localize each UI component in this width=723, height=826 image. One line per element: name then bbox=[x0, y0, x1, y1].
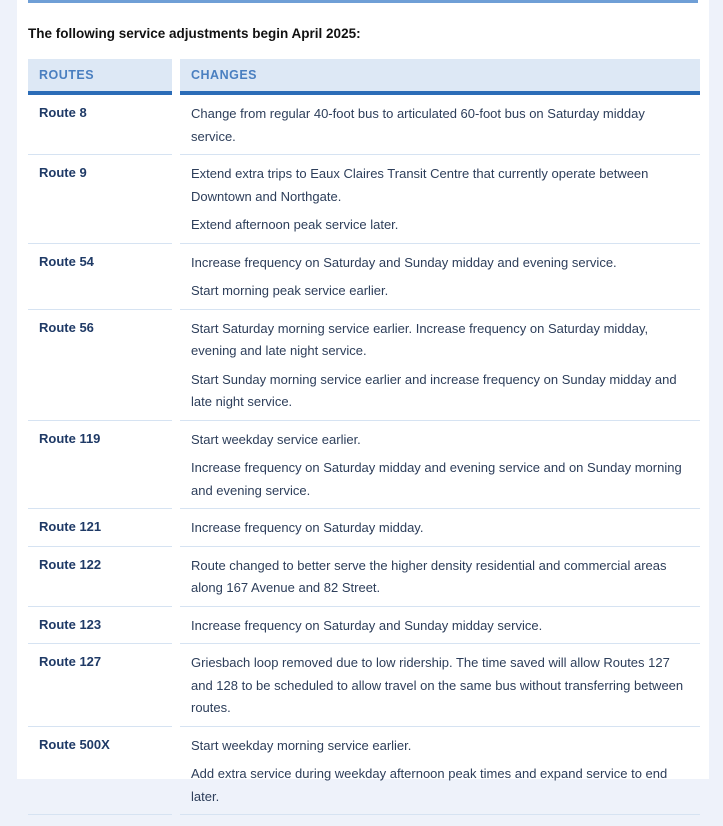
table-row bbox=[28, 509, 700, 547]
change-text: Change from regular 40-foot bus to articulated 60-foot bus on Saturday midday service. bbox=[191, 106, 645, 144]
table-row bbox=[28, 644, 700, 727]
route-name: Route 500X bbox=[28, 727, 172, 816]
route-name: Route 9 bbox=[28, 155, 172, 244]
change-text: Start Sunday morning service earlier and increase frequency on Sunday midday and late night service. bbox=[191, 371, 677, 409]
change-text: Add extra service during weekday afternoon peak times and expand service to end later. bbox=[191, 766, 668, 804]
change-text: Start weekday service earlier. bbox=[191, 431, 361, 447]
route-changes bbox=[180, 509, 700, 547]
route-changes bbox=[180, 95, 700, 155]
change-text: Extend extra trips to Eaux Claires Transit Centre that currently operate between Downtown and Northgate. bbox=[191, 166, 649, 204]
route-changes bbox=[180, 155, 700, 244]
table-row bbox=[28, 244, 700, 310]
change-text: Increase frequency on Saturday midday. bbox=[191, 520, 424, 535]
table-row bbox=[28, 547, 700, 607]
table-row bbox=[28, 155, 700, 244]
route-changes bbox=[180, 421, 700, 510]
change-text: Extend afternoon peak service later. bbox=[191, 217, 399, 232]
route-changes bbox=[180, 547, 700, 607]
route-changes bbox=[180, 644, 700, 727]
change-text: Increase frequency on Saturday midday and evening service and on Sunday morning and evening service. bbox=[191, 460, 682, 498]
header-changes: CHANGES bbox=[180, 59, 700, 95]
change-text: Griesbach loop removed due to low ridership. The time saved will allow Routes 127 and 128 to be scheduled to allow travel on the same bus without transferring between routes. bbox=[191, 655, 684, 715]
route-name: Route 8 bbox=[28, 95, 172, 155]
table-row bbox=[28, 95, 700, 155]
table-row bbox=[28, 607, 700, 645]
route-name: Route 56 bbox=[28, 310, 172, 421]
change-text: Route changed to better serve the higher density residential and commercial areas along 167 Avenue and 82 Street. bbox=[191, 557, 667, 595]
top-divider bbox=[28, 0, 698, 3]
table-row bbox=[28, 421, 700, 510]
route-name: Route 121 bbox=[28, 509, 172, 547]
change-text: Increase frequency on Saturday and Sunday midday and evening service. bbox=[191, 254, 617, 270]
route-name: Route 123 bbox=[28, 607, 172, 645]
route-name: Route 122 bbox=[28, 547, 172, 607]
route-changes bbox=[180, 310, 700, 421]
table-body bbox=[28, 95, 700, 815]
service-changes-table bbox=[28, 59, 700, 815]
table-row bbox=[28, 727, 700, 816]
route-changes bbox=[180, 607, 700, 645]
route-name: Route 127 bbox=[28, 644, 172, 727]
route-changes bbox=[180, 727, 700, 816]
change-text: Increase frequency on Saturday and Sunday midday service. bbox=[191, 617, 543, 633]
change-text: Start weekday morning service earlier. bbox=[191, 737, 412, 753]
header-routes: ROUTES bbox=[28, 59, 172, 95]
route-changes bbox=[180, 244, 700, 310]
change-text: Start Saturday morning service earlier. Increase frequency on Saturday midday, evening and late night service. bbox=[191, 320, 649, 358]
table-header bbox=[28, 59, 700, 95]
route-name: Route 119 bbox=[28, 421, 172, 510]
route-name: Route 54 bbox=[28, 244, 172, 310]
table-row bbox=[28, 310, 700, 421]
content-card bbox=[17, 0, 709, 804]
intro-heading: The following service adjustments begin April 2025: bbox=[28, 26, 361, 41]
change-text: Start morning peak service earlier. bbox=[191, 283, 389, 298]
